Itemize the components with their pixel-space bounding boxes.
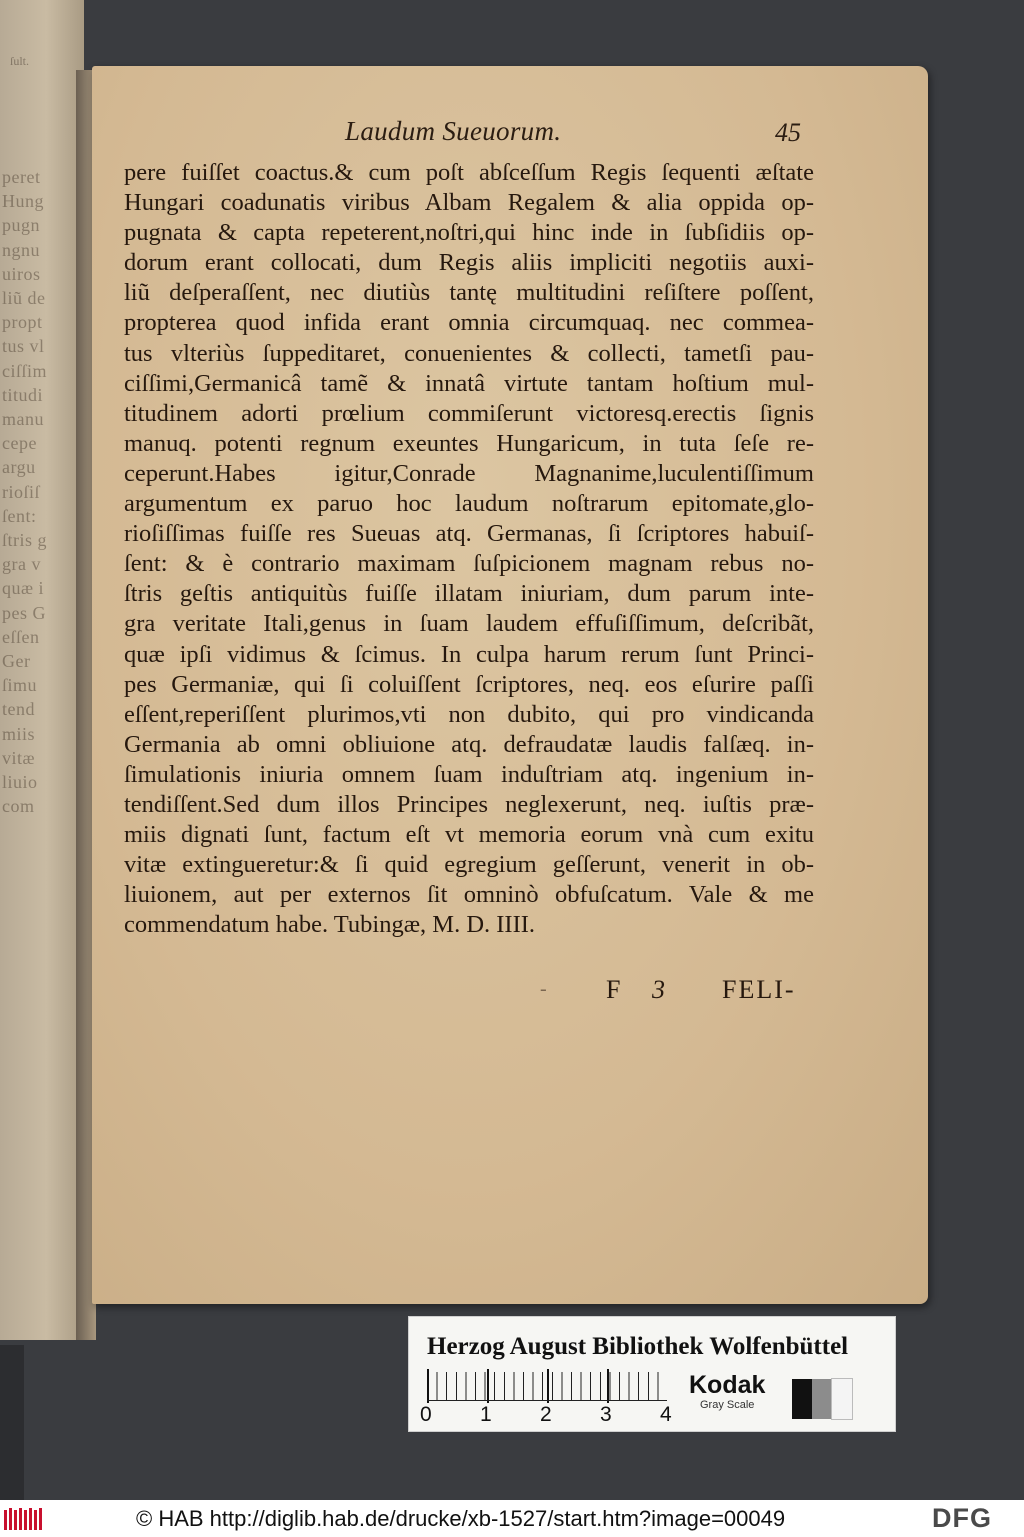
text-line: pere fuiſſet coactus.& cum poſt abſceſſum Regis ſequenti æſtate <box>124 159 814 186</box>
gray-scale-label: Gray Scale <box>700 1399 755 1411</box>
text-line: liuionem, aut per externos ſit omninò obfuſcatum. Vale & me <box>124 881 814 909</box>
page-number: 45 <box>775 118 801 147</box>
hab-logo-icon <box>4 1506 44 1532</box>
ruler-number: 0 <box>420 1403 432 1426</box>
text-line: miis dignati ſunt, factum eſt vt memoria eorum vnà cum exitu <box>124 821 814 849</box>
text-line: ſimulationis iniuria omnem ſuam induſtriam atq. ingenium in- <box>124 760 814 788</box>
text-line: Germania ab omni obliuione atq. defraudatæ laudis falſæq. in- <box>124 730 814 758</box>
kodak-logo: Kodak <box>689 1371 766 1399</box>
text-line: tus vlteriùs ſuppeditaret, conuenientes & collecti, tametſi pau- <box>124 339 814 367</box>
text-line: pes Germaniæ, qui ſi coluiſſent ſcriptores, neq. eos eſurire paſſi <box>124 670 814 698</box>
left-page-edge <box>0 0 84 1340</box>
footer-bar <box>0 1500 1024 1537</box>
signature-number: 3 <box>652 975 665 1004</box>
gray-swatch-mid <box>812 1379 832 1419</box>
text-line: ciſſimi,Germanicâ tamẽ & innatâ virtute tantam hoſtium mul- <box>124 369 814 397</box>
ruler-number: 1 <box>480 1403 492 1426</box>
text-line: gra veritate Itali,genus in ſuam laudem effuſiſſimum, deſcribãt, <box>124 610 814 638</box>
left-page-ghost-text: peret Hung pugn ngnu uiros liũ de propt tus vl ciſſim titudi manu cepe argu rioſiſ ſent: ſtris g gra v quæ i pes G eſſen Ger ſimu tend miis vitæ liuio com <box>2 167 48 817</box>
text-line: dorum erant collocati, dum Regis aliis impliciti negotiis auxi- <box>124 249 814 277</box>
text-line: argumentum ex paruo hoc laudum noſtrarum epitomate,glo- <box>124 490 814 518</box>
text-line: Hungari coadunatis viribus Albam Regalem & alia oppida op- <box>124 189 814 217</box>
signature-mark: F <box>606 975 621 1004</box>
dash-mark: - <box>540 978 547 1000</box>
ruler-number: 4 <box>660 1403 672 1426</box>
text-line: liũ deſperaſſent, nec diutiùs tantę multitudini reſiſtere poſſent, <box>124 279 814 307</box>
left-page-ghost-header: ſult. <box>10 54 30 68</box>
gray-swatch-black <box>792 1379 812 1419</box>
ruler-number: 2 <box>540 1403 552 1426</box>
text-line: eſſent,reperiſſent plurimos,vti non dubito, qui pro vindicanda <box>124 700 814 728</box>
text-line: quæ ipſi vidimus & ſcimus. In culpa harum rerum ſunt Princi- <box>124 640 814 668</box>
text-line: pugnata & capta repeterent,noſtri,qui hinc inde in ſubſidiis op- <box>124 219 814 247</box>
text-line: titudinem adorti prœlium commiſerunt victoresq.erectis ſignis <box>124 399 814 427</box>
text-line: commendatum habe. Tubingæ, M. D. IIII. <box>124 911 536 939</box>
footer-url[interactable]: © HAB http://diglib.hab.de/drucke/xb-1527/start.htm?image=00049 <box>136 1506 786 1531</box>
ruler-major-ticks <box>427 1369 667 1403</box>
ruler-baseline <box>427 1400 667 1401</box>
ruler-number: 3 <box>600 1403 612 1426</box>
text-line: propterea quod infida erant omnia circumquaq. nec commea- <box>124 309 814 337</box>
gray-swatch-white <box>832 1379 852 1419</box>
book-spine-bottom <box>0 1345 24 1500</box>
text-line: manuq. potenti regnum exeuntes Hungaricum, in tuta ſeſe re- <box>124 429 814 457</box>
calibration-card <box>408 1316 896 1432</box>
text-line: rioſiſſimas fuiſſe res Sueuas atq. Germanas, ſi ſcriptores habuiſ- <box>124 520 814 548</box>
library-name: Herzog August Bibliothek Wolfenbüttel <box>427 1333 849 1360</box>
body-text <box>124 158 814 940</box>
text-line: tendiſſent.Sed dum illos Principes neglexerunt, neq. iuſtis præ- <box>124 790 814 818</box>
catchword: FELI- <box>722 975 796 1004</box>
text-line: ceperunt.Habes igitur,Conrade Magnanime,luculentiſſimum <box>124 459 814 487</box>
text-line: ſtris geſtis antiquitùs fuiſſe illatam iniuriam, dum parum inte- <box>124 580 814 608</box>
text-line: ſent: & è contrario maximam ſuſpicionem magnam rebus no- <box>124 550 814 578</box>
running-head: Laudum Sueuorum. <box>345 116 562 146</box>
dfg-logo: DFG <box>932 1503 992 1533</box>
text-line: vitæ extingueretur:& ſi quid egregium geſſerunt, venerit in ob- <box>124 851 814 879</box>
